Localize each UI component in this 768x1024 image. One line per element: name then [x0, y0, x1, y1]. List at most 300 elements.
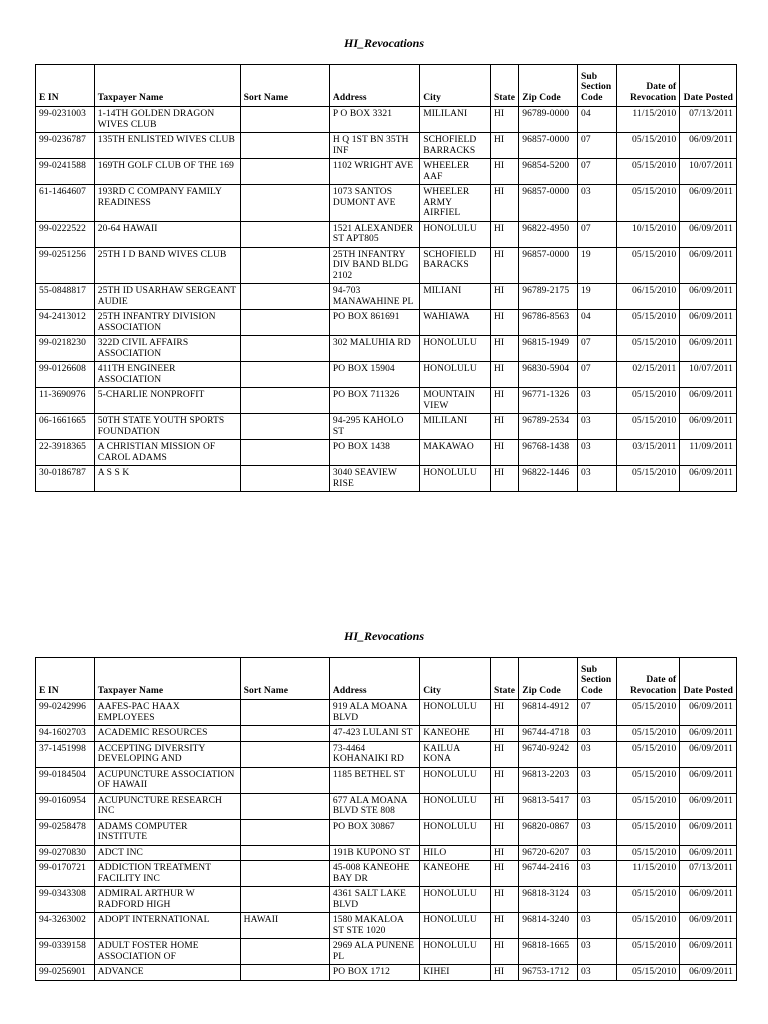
- cell-ein: 99-0184504: [36, 767, 95, 793]
- table-row: [36, 388, 737, 414]
- cell-address: 2969 ALA PUNENE PL: [329, 939, 419, 965]
- header-row: [36, 65, 737, 107]
- cell-ein: 99-0236787: [36, 133, 95, 159]
- cell-ein: 94-3263002: [36, 913, 95, 939]
- cell-zip-code: 96771-1326: [519, 388, 578, 414]
- cell-taxpayer-name: A S S K: [94, 466, 240, 492]
- cell-address: 677 ALA MOANA BLVD STE 808: [329, 793, 419, 819]
- cell-sort-name: [240, 939, 329, 965]
- cell-date-of-revocation: 05/15/2010: [617, 414, 680, 440]
- cell-city: HONOLULU: [420, 939, 491, 965]
- table-row: [36, 700, 737, 726]
- cell-city: HONOLULU: [420, 913, 491, 939]
- col-header-address: Address: [329, 65, 419, 107]
- cell-date-posted: 06/09/2011: [680, 221, 737, 247]
- cell-ein: 94-1602703: [36, 726, 95, 742]
- cell-address: 94-295 KAHOLO ST: [329, 414, 419, 440]
- cell-address: 4361 SALT LAKE BLVD: [329, 887, 419, 913]
- cell-city: MILILANI: [420, 107, 491, 133]
- cell-date-of-revocation: 02/15/2011: [617, 362, 680, 388]
- cell-date-posted: 06/09/2011: [680, 466, 737, 492]
- cell-state: HI: [490, 185, 518, 222]
- cell-date-posted: 10/07/2011: [680, 159, 737, 185]
- cell-date-of-revocation: 05/15/2010: [617, 247, 680, 284]
- cell-ein: 99-0241588: [36, 159, 95, 185]
- cell-sub-section-code: 03: [578, 440, 617, 466]
- cell-address: 47-423 LULANI ST: [329, 726, 419, 742]
- cell-sort-name: [240, 965, 329, 981]
- cell-zip-code: 96830-5904: [519, 362, 578, 388]
- table-row: [36, 133, 737, 159]
- cell-zip-code: 96818-1665: [519, 939, 578, 965]
- cell-ein: 22-3918365: [36, 440, 95, 466]
- cell-sub-section-code: 04: [578, 310, 617, 336]
- cell-city: HONOLULU: [420, 221, 491, 247]
- page-title: HI_Revocations: [344, 36, 424, 50]
- table-row: [36, 819, 737, 845]
- cell-city: KANEOHE: [420, 726, 491, 742]
- cell-address: PO BOX 1438: [329, 440, 419, 466]
- cell-city: HONOLULU: [420, 819, 491, 845]
- cell-zip-code: 96820-0867: [519, 819, 578, 845]
- col-header-date-posted: Date Posted: [680, 658, 737, 700]
- cell-taxpayer-name: ADMIRAL ARTHUR W RADFORD HIGH: [94, 887, 240, 913]
- cell-date-of-revocation: 05/15/2010: [617, 336, 680, 362]
- col-header-address: Address: [329, 658, 419, 700]
- cell-date-posted: 07/13/2011: [680, 107, 737, 133]
- cell-sub-section-code: 03: [578, 793, 617, 819]
- cell-zip-code: 96857-0000: [519, 133, 578, 159]
- cell-sub-section-code: 19: [578, 284, 617, 310]
- cell-city: HONOLULU: [420, 887, 491, 913]
- cell-taxpayer-name: 135TH ENLISTED WIVES CLUB: [94, 133, 240, 159]
- cell-city: SCHOFIELD BARRACKS: [420, 133, 491, 159]
- table-row: [36, 939, 737, 965]
- cell-ein: 99-0231003: [36, 107, 95, 133]
- cell-sub-section-code: 07: [578, 133, 617, 159]
- cell-date-posted: 06/09/2011: [680, 726, 737, 742]
- col-header-state: State: [490, 65, 518, 107]
- cell-sort-name: [240, 362, 329, 388]
- cell-date-of-revocation: 05/15/2010: [617, 466, 680, 492]
- cell-sort-name: [240, 700, 329, 726]
- cell-taxpayer-name: 1-14TH GOLDEN DRAGON WIVES CLUB: [94, 107, 240, 133]
- header-row: [36, 658, 737, 700]
- table-row: [36, 793, 737, 819]
- cell-zip-code: 96740-9242: [519, 741, 578, 767]
- cell-ein: 99-0258478: [36, 819, 95, 845]
- cell-ein: 55-0848817: [36, 284, 95, 310]
- col-header-city: City: [420, 65, 491, 107]
- cell-address: 1185 BETHEL ST: [329, 767, 419, 793]
- cell-address: 1521 ALEXANDER ST APT805: [329, 221, 419, 247]
- cell-sub-section-code: 03: [578, 965, 617, 981]
- cell-ein: 99-0126608: [36, 362, 95, 388]
- cell-city: KIHEI: [420, 965, 491, 981]
- cell-date-of-revocation: 05/15/2010: [617, 388, 680, 414]
- table-row: [36, 414, 737, 440]
- cell-state: HI: [490, 221, 518, 247]
- col-header-state: State: [490, 658, 518, 700]
- cell-taxpayer-name: ACUPUNCTURE ASSOCIATION OF HAWAII: [94, 767, 240, 793]
- cell-date-of-revocation: 05/15/2010: [617, 913, 680, 939]
- cell-taxpayer-name: 50TH STATE YOUTH SPORTS FOUNDATION: [94, 414, 240, 440]
- cell-sub-section-code: 07: [578, 700, 617, 726]
- cell-zip-code: 96744-4718: [519, 726, 578, 742]
- cell-address: PO BOX 15904: [329, 362, 419, 388]
- cell-ein: 99-0270830: [36, 845, 95, 861]
- cell-sort-name: [240, 741, 329, 767]
- cell-date-posted: 06/09/2011: [680, 819, 737, 845]
- cell-state: HI: [490, 440, 518, 466]
- col-header-sort-name: Sort Name: [240, 65, 329, 107]
- cell-sub-section-code: 03: [578, 887, 617, 913]
- table-row: [36, 247, 737, 284]
- cell-ein: 99-0170721: [36, 861, 95, 887]
- cell-date-of-revocation: 05/15/2010: [617, 726, 680, 742]
- cell-sub-section-code: 07: [578, 221, 617, 247]
- table-row: [36, 726, 737, 742]
- cell-sub-section-code: 03: [578, 741, 617, 767]
- cell-date-posted: 06/09/2011: [680, 913, 737, 939]
- cell-state: HI: [490, 819, 518, 845]
- cell-address: PO BOX 1712: [329, 965, 419, 981]
- table-row: [36, 310, 737, 336]
- col-header-ein: E IN: [36, 658, 95, 700]
- cell-sort-name: [240, 414, 329, 440]
- cell-sort-name: [240, 336, 329, 362]
- cell-sort-name: [240, 247, 329, 284]
- cell-ein: 99-0339158: [36, 939, 95, 965]
- col-header-ein: E IN: [36, 65, 95, 107]
- cell-date-of-revocation: 05/15/2010: [617, 159, 680, 185]
- cell-sub-section-code: 07: [578, 159, 617, 185]
- cell-zip-code: 96818-3124: [519, 887, 578, 913]
- cell-zip-code: 96768-1438: [519, 440, 578, 466]
- cell-city: MAKAWAO: [420, 440, 491, 466]
- cell-date-posted: 06/09/2011: [680, 336, 737, 362]
- cell-taxpayer-name: 25TH ID USARHAW SERGEANT AUDIE: [94, 284, 240, 310]
- cell-city: HONOLULU: [420, 793, 491, 819]
- cell-taxpayer-name: ADCT INC: [94, 845, 240, 861]
- cell-date-posted: 11/09/2011: [680, 440, 737, 466]
- cell-date-of-revocation: 05/15/2010: [617, 965, 680, 981]
- table-row: [36, 362, 737, 388]
- cell-taxpayer-name: ACUPUNCTURE RESEARCH INC: [94, 793, 240, 819]
- cell-zip-code: 96822-1446: [519, 466, 578, 492]
- cell-state: HI: [490, 388, 518, 414]
- cell-date-posted: 06/09/2011: [680, 793, 737, 819]
- col-header-taxpayer-name: Taxpayer Name: [94, 658, 240, 700]
- cell-state: HI: [490, 414, 518, 440]
- cell-address: PO BOX 711326: [329, 388, 419, 414]
- cell-date-posted: 06/09/2011: [680, 845, 737, 861]
- cell-sort-name: [240, 221, 329, 247]
- col-header-sub-section-code: Sub Section Code: [578, 658, 617, 700]
- cell-city: HONOLULU: [420, 700, 491, 726]
- cell-sort-name: [240, 767, 329, 793]
- cell-date-posted: 06/09/2011: [680, 939, 737, 965]
- cell-city: WAHIAWA: [420, 310, 491, 336]
- col-header-date-of-revocation: Date of Revocation: [617, 65, 680, 107]
- cell-address: 1102 WRIGHT AVE: [329, 159, 419, 185]
- cell-state: HI: [490, 939, 518, 965]
- cell-sort-name: [240, 861, 329, 887]
- cell-sub-section-code: 07: [578, 362, 617, 388]
- cell-zip-code: 96822-4950: [519, 221, 578, 247]
- cell-city: HILO: [420, 845, 491, 861]
- cell-city: HONOLULU: [420, 767, 491, 793]
- table-row: [36, 221, 737, 247]
- cell-address: 94-703 MANAWAHINE PL: [329, 284, 419, 310]
- cell-sort-name: [240, 159, 329, 185]
- cell-sub-section-code: 04: [578, 107, 617, 133]
- cell-sort-name: [240, 726, 329, 742]
- table-row: [36, 107, 737, 133]
- cell-sort-name: [240, 185, 329, 222]
- cell-date-of-revocation: 05/15/2010: [617, 133, 680, 159]
- cell-date-posted: 06/09/2011: [680, 414, 737, 440]
- cell-date-of-revocation: 05/15/2010: [617, 741, 680, 767]
- cell-zip-code: 96753-1712: [519, 965, 578, 981]
- cell-date-posted: 06/09/2011: [680, 185, 737, 222]
- cell-sort-name: [240, 133, 329, 159]
- cell-sort-name: [240, 440, 329, 466]
- cell-ein: 99-0160954: [36, 793, 95, 819]
- cell-date-posted: 06/09/2011: [680, 247, 737, 284]
- table-row: [36, 913, 737, 939]
- cell-sub-section-code: 03: [578, 185, 617, 222]
- cell-city: KAILUA KONA: [420, 741, 491, 767]
- cell-state: HI: [490, 133, 518, 159]
- cell-address: 919 ALA MOANA BLVD: [329, 700, 419, 726]
- cell-taxpayer-name: 322D CIVIL AFFAIRS ASSOCIATION: [94, 336, 240, 362]
- cell-sub-section-code: 07: [578, 336, 617, 362]
- cell-sort-name: [240, 284, 329, 310]
- cell-address: 1073 SANTOS DUMONT AVE: [329, 185, 419, 222]
- cell-sub-section-code: 03: [578, 913, 617, 939]
- cell-city: WHEELER AAF: [420, 159, 491, 185]
- cell-zip-code: 96857-0000: [519, 185, 578, 222]
- cell-state: HI: [490, 362, 518, 388]
- table-row: [36, 965, 737, 981]
- cell-city: HONOLULU: [420, 466, 491, 492]
- revocations-table: [35, 64, 737, 492]
- cell-date-of-revocation: 05/15/2010: [617, 310, 680, 336]
- cell-ein: 99-0256901: [36, 965, 95, 981]
- cell-sub-section-code: 03: [578, 466, 617, 492]
- cell-ein: 99-0218230: [36, 336, 95, 362]
- cell-date-of-revocation: 05/15/2010: [617, 845, 680, 861]
- cell-state: HI: [490, 913, 518, 939]
- cell-taxpayer-name: 193RD C COMPANY FAMILY READINESS: [94, 185, 240, 222]
- cell-sort-name: [240, 388, 329, 414]
- cell-date-posted: 06/09/2011: [680, 767, 737, 793]
- cell-address: 302 MALUHIA RD: [329, 336, 419, 362]
- cell-ein: 99-0343308: [36, 887, 95, 913]
- cell-zip-code: 96789-2175: [519, 284, 578, 310]
- revocations-table: [35, 657, 737, 981]
- cell-address: 3040 SEAVIEW RISE: [329, 466, 419, 492]
- cell-state: HI: [490, 700, 518, 726]
- cell-taxpayer-name: 25TH I D BAND WIVES CLUB: [94, 247, 240, 284]
- table-row: [36, 159, 737, 185]
- cell-zip-code: 96744-2416: [519, 861, 578, 887]
- cell-taxpayer-name: ADOPT INTERNATIONAL: [94, 913, 240, 939]
- cell-address: 191B KUPONO ST: [329, 845, 419, 861]
- cell-city: MILIANI: [420, 284, 491, 310]
- cell-date-posted: 06/09/2011: [680, 388, 737, 414]
- cell-zip-code: 96814-4912: [519, 700, 578, 726]
- cell-sub-section-code: 03: [578, 388, 617, 414]
- table-row: [36, 336, 737, 362]
- cell-date-posted: 06/09/2011: [680, 741, 737, 767]
- table-row: [36, 284, 737, 310]
- cell-ein: 37-1451998: [36, 741, 95, 767]
- cell-taxpayer-name: AAFES-PAC HAAX EMPLOYEES: [94, 700, 240, 726]
- cell-zip-code: 96813-5417: [519, 793, 578, 819]
- cell-date-of-revocation: 05/15/2010: [617, 793, 680, 819]
- cell-date-posted: 06/09/2011: [680, 133, 737, 159]
- cell-ein: 99-0242996: [36, 700, 95, 726]
- col-header-zip-code: Zip Code: [519, 658, 578, 700]
- cell-state: HI: [490, 466, 518, 492]
- cell-zip-code: 96789-0000: [519, 107, 578, 133]
- col-header-sub-section-code: Sub Section Code: [578, 65, 617, 107]
- cell-sort-name: [240, 845, 329, 861]
- cell-date-posted: 06/09/2011: [680, 965, 737, 981]
- cell-zip-code: 96815-1949: [519, 336, 578, 362]
- cell-ein: 11-3690976: [36, 388, 95, 414]
- cell-city: MOUNTAIN VIEW: [420, 388, 491, 414]
- cell-address: 25TH INFANTRY DIV BAND BLDG 2102: [329, 247, 419, 284]
- cell-ein: 61-1464607: [36, 185, 95, 222]
- cell-taxpayer-name: 5-CHARLIE NONPROFIT: [94, 388, 240, 414]
- cell-sort-name: [240, 466, 329, 492]
- cell-sub-section-code: 03: [578, 414, 617, 440]
- cell-ein: 99-0222522: [36, 221, 95, 247]
- col-header-zip-code: Zip Code: [519, 65, 578, 107]
- cell-ein: 94-2413012: [36, 310, 95, 336]
- cell-taxpayer-name: ADVANCE: [94, 965, 240, 981]
- col-header-sort-name: Sort Name: [240, 658, 329, 700]
- cell-state: HI: [490, 741, 518, 767]
- table-row: [36, 767, 737, 793]
- table-row: [36, 185, 737, 222]
- cell-address: 1580 MAKALOA ST STE 1020: [329, 913, 419, 939]
- cell-taxpayer-name: 20-64 HAWAII: [94, 221, 240, 247]
- cell-date-posted: 06/09/2011: [680, 887, 737, 913]
- cell-taxpayer-name: 169TH GOLF CLUB OF THE 169: [94, 159, 240, 185]
- col-header-date-posted: Date Posted: [680, 65, 737, 107]
- cell-state: HI: [490, 887, 518, 913]
- table-row: [36, 741, 737, 767]
- cell-sort-name: [240, 107, 329, 133]
- cell-zip-code: 96854-5200: [519, 159, 578, 185]
- table-row: [36, 861, 737, 887]
- page-title: HI_Revocations: [344, 629, 424, 643]
- cell-sort-name: HAWAII: [240, 913, 329, 939]
- cell-address: PO BOX 30867: [329, 819, 419, 845]
- cell-ein: 30-0186787: [36, 466, 95, 492]
- col-header-city: City: [420, 658, 491, 700]
- cell-state: HI: [490, 107, 518, 133]
- table-row: [36, 466, 737, 492]
- cell-address: 73-4464 KOHANAIKI RD: [329, 741, 419, 767]
- cell-date-of-revocation: 05/15/2010: [617, 819, 680, 845]
- cell-date-of-revocation: 05/15/2010: [617, 767, 680, 793]
- cell-date-of-revocation: 10/15/2010: [617, 221, 680, 247]
- cell-sub-section-code: 03: [578, 767, 617, 793]
- cell-date-posted: 07/13/2011: [680, 861, 737, 887]
- cell-ein: 99-0251256: [36, 247, 95, 284]
- cell-sub-section-code: 03: [578, 861, 617, 887]
- cell-sort-name: [240, 887, 329, 913]
- cell-taxpayer-name: ADAMS COMPUTER INSTITUTE: [94, 819, 240, 845]
- cell-date-posted: 10/07/2011: [680, 362, 737, 388]
- cell-sub-section-code: 03: [578, 726, 617, 742]
- cell-taxpayer-name: ACCEPTING DIVERSITY DEVELOPING AND: [94, 741, 240, 767]
- cell-state: HI: [490, 861, 518, 887]
- cell-date-of-revocation: 05/15/2010: [617, 700, 680, 726]
- cell-sub-section-code: 03: [578, 819, 617, 845]
- cell-address: 45-008 KANEOHE BAY DR: [329, 861, 419, 887]
- cell-taxpayer-name: 411TH ENGINEER ASSOCIATION: [94, 362, 240, 388]
- cell-zip-code: 96720-6207: [519, 845, 578, 861]
- cell-zip-code: 96814-3240: [519, 913, 578, 939]
- cell-zip-code: 96786-8563: [519, 310, 578, 336]
- cell-state: HI: [490, 726, 518, 742]
- cell-date-of-revocation: 05/15/2010: [617, 887, 680, 913]
- cell-date-of-revocation: 06/15/2010: [617, 284, 680, 310]
- cell-sub-section-code: 19: [578, 247, 617, 284]
- cell-zip-code: 96789-2534: [519, 414, 578, 440]
- cell-taxpayer-name: A CHRISTIAN MISSION OF CAROL ADAMS: [94, 440, 240, 466]
- cell-date-of-revocation: 11/15/2010: [617, 861, 680, 887]
- cell-city: WHEELER ARMY AIRFIEL: [420, 185, 491, 222]
- cell-date-of-revocation: 05/15/2010: [617, 185, 680, 222]
- cell-state: HI: [490, 247, 518, 284]
- cell-date-of-revocation: 05/15/2010: [617, 939, 680, 965]
- cell-sort-name: [240, 819, 329, 845]
- cell-date-of-revocation: 03/15/2011: [617, 440, 680, 466]
- cell-state: HI: [490, 284, 518, 310]
- cell-city: HONOLULU: [420, 362, 491, 388]
- cell-sort-name: [240, 793, 329, 819]
- cell-date-of-revocation: 11/15/2010: [617, 107, 680, 133]
- cell-sub-section-code: 03: [578, 845, 617, 861]
- cell-address: P O BOX 3321: [329, 107, 419, 133]
- cell-city: KANEOHE: [420, 861, 491, 887]
- cell-city: MILILANI: [420, 414, 491, 440]
- cell-address: H Q 1ST BN 35TH INF: [329, 133, 419, 159]
- cell-sub-section-code: 03: [578, 939, 617, 965]
- cell-state: HI: [490, 310, 518, 336]
- cell-taxpayer-name: ADDICTION TREATMENT FACILITY INC: [94, 861, 240, 887]
- cell-zip-code: 96813-2203: [519, 767, 578, 793]
- cell-sort-name: [240, 310, 329, 336]
- cell-date-posted: 06/09/2011: [680, 700, 737, 726]
- cell-state: HI: [490, 965, 518, 981]
- table-row: [36, 440, 737, 466]
- cell-state: HI: [490, 336, 518, 362]
- cell-address: PO BOX 861691: [329, 310, 419, 336]
- cell-zip-code: 96857-0000: [519, 247, 578, 284]
- cell-ein: 06-1661665: [36, 414, 95, 440]
- cell-taxpayer-name: ACADEMIC RESOURCES: [94, 726, 240, 742]
- cell-state: HI: [490, 767, 518, 793]
- cell-taxpayer-name: ADULT FOSTER HOME ASSOCIATION OF: [94, 939, 240, 965]
